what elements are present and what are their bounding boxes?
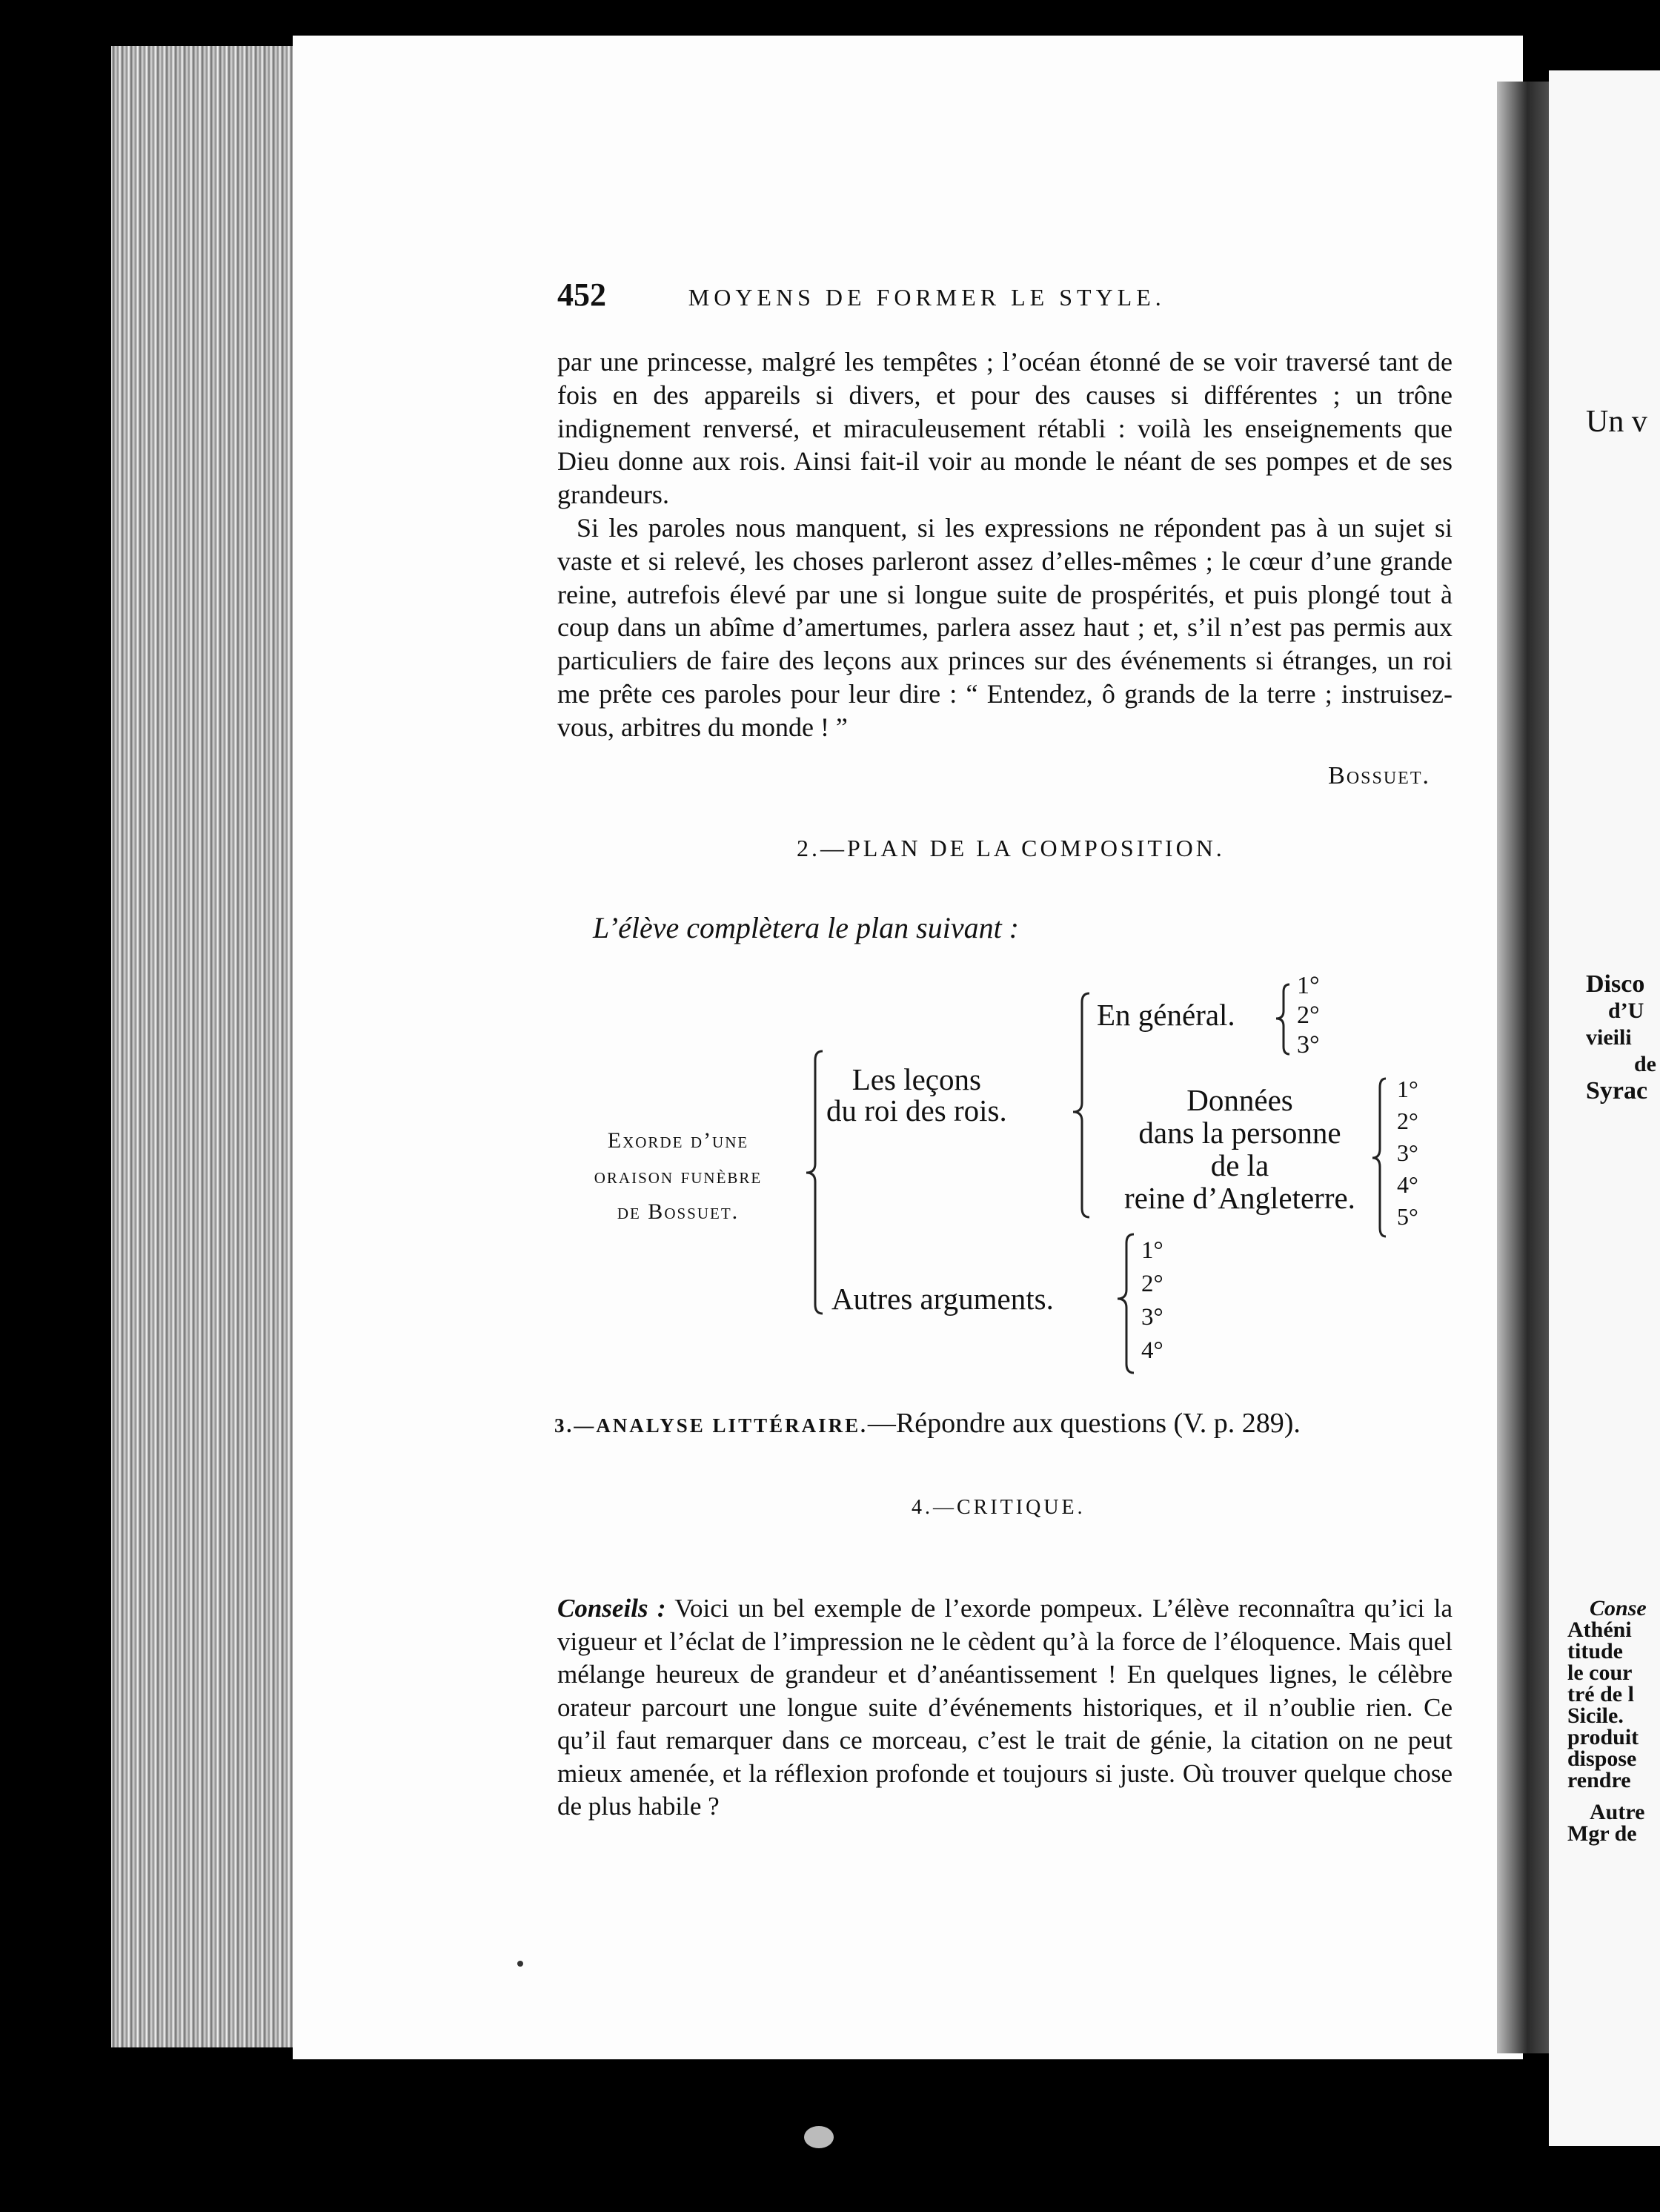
facing-line: titude [1567,1639,1623,1663]
plan-donnees [1103,1084,1377,1214]
facing-line: de [1634,1052,1656,1076]
facing-line: le cour [1567,1660,1633,1685]
section-3-label: 3.—ANALYSE LITTÉRAIRE. [554,1414,868,1437]
conseils-text: Voici un bel exemple de l’exorde pompeux. L’élève reconnaîtra qu’ici la vigueur et l’éclat de l’impression ne le cèdent qu’à la force de l’éloquence. Mais quel mélange heureux de grandeur et d’anéantissement ! En quelques lignes, le célèbre orateur parcourt une longue suite d’événements historiques, et il n’oublie rien. Ce qu’il faut remarquer dans ce morceau, c’est le trait de génie, la citation on ne peut mieux amenée, et la réflexion profonde et toujours si juste. Où trouver quelque chose de plus habile ? [557,1594,1452,1821]
brace-lecons [1073,993,1089,1217]
brace-autres [1118,1234,1134,1373]
plan-item: 2° [1141,1271,1163,1297]
facing-line: Syrac [1586,1077,1648,1105]
plan-item: 5° [1397,1203,1418,1230]
facing-line: Sicile. [1567,1703,1624,1728]
plan-item: 1° [1297,972,1320,999]
brace-root [806,1051,823,1314]
plan-general-items [1297,971,1320,1060]
section-4-heading: 4.—CRITIQUE. [912,1496,1086,1519]
facing-page-top: Un v [1586,405,1647,439]
facing-line: Conse [1590,1596,1647,1620]
facing-line: rendre [1567,1768,1631,1792]
page-speck [517,1961,523,1967]
facing-line: tré de l [1567,1682,1634,1706]
plan-root-line: de Bossuet. [617,1199,740,1224]
plan-autres: Autres arguments. [831,1282,1054,1316]
plan-instruction: L’élève complètera le plan suivant : [593,911,1019,944]
plan-item: 4° [1397,1171,1418,1198]
facing-line: dispose [1567,1746,1637,1771]
quotation-text [557,345,1452,744]
author-signature: Bossuet. [1328,762,1430,789]
book-gutter [1497,82,1553,2053]
plan-item: 4° [1141,1337,1163,1364]
plan-item: 3° [1297,1031,1320,1059]
plan-item: 2° [1297,1001,1320,1029]
conseils-label: Conseils : [557,1594,666,1623]
paragraph-2: Si les paroles nous manquent, si les expressions ne répondent pas à un sujet si vaste et si relevé, les choses parleront assez d’elles-mêmes ; le cœur d’une grande reine, autrefois élevé par une si longue suite de prospérités, et puis plongé tout à coup dans un abîme d’amertumes, parlera assez haut ; et, s’il n’est pas permis aux particuliers de faire des leçons aux princes sur des événements si étranges, un roi me prête ces paroles pour leur dire : “ Entendez, ô grands de la terre ; instruisez-vous, arbitres du monde ! ” [557,512,1452,742]
plan-root-line: oraison funèbre [594,1164,763,1188]
running-head [557,276,1166,314]
facing-line: produit [1567,1725,1639,1749]
plan-text-line: de la [1210,1148,1269,1182]
facing-line: d’U [1608,999,1644,1023]
plan-root-line: Exorde d’une [607,1128,749,1153]
plan-text-line: reine d’Angleterre. [1124,1181,1355,1215]
section-2-heading: 2.—PLAN DE LA COMPOSITION. [797,835,1225,861]
plan-item: 3° [1141,1304,1163,1331]
plan-root [552,1123,804,1230]
plan-text-line: dans la personne [1138,1116,1341,1150]
page-speck [804,2126,834,2148]
facing-line: Autre [1590,1800,1645,1824]
plan-item: 1° [1397,1076,1418,1102]
paragraph-1: par une princesse, malgré les tempêtes ; l’océan étonné de se voir traversé tant de fois en des appareils si divers, et pour des causes si différentes ; un trône indignement renversé, et miraculeusement rétabli : voilà les enseignements que Dieu donne aux rois. Ainsi fait-il voir au monde le néant de ses pompes et de ses grandeurs. [557,347,1452,510]
section-3-text: —Répondre aux questions (V. p. 289). [867,1408,1301,1439]
facing-page-heading [1586,971,1656,1105]
facing-line: vieili [1586,1025,1632,1050]
plan-item: 1° [1141,1237,1163,1264]
plan-branch-lecons [826,1064,1007,1126]
plan-item: 2° [1397,1107,1418,1134]
book-page-edges [111,46,300,2047]
plan-item: 3° [1397,1139,1418,1166]
running-head-title: MOYENS DE FORMER LE STYLE. [688,284,1166,311]
plan-text-line: Données [1186,1083,1293,1117]
plan-text-line: du roi des rois. [826,1093,1007,1127]
section-3 [554,1407,1301,1440]
plan-general: En général. [1097,998,1235,1032]
page-number: 452 [557,276,606,313]
brace-general [1276,984,1289,1054]
plan-donnees-items [1397,1073,1418,1233]
facing-line: Mgr de [1567,1821,1637,1846]
facing-page-bottom [1567,1597,1647,1844]
facing-line: Disco [1586,970,1645,998]
plan-text-line: Les leçons [851,1062,981,1096]
facing-line: Athéni [1567,1617,1632,1642]
plan-autres-items [1141,1234,1163,1368]
conseils-paragraph [557,1592,1452,1824]
